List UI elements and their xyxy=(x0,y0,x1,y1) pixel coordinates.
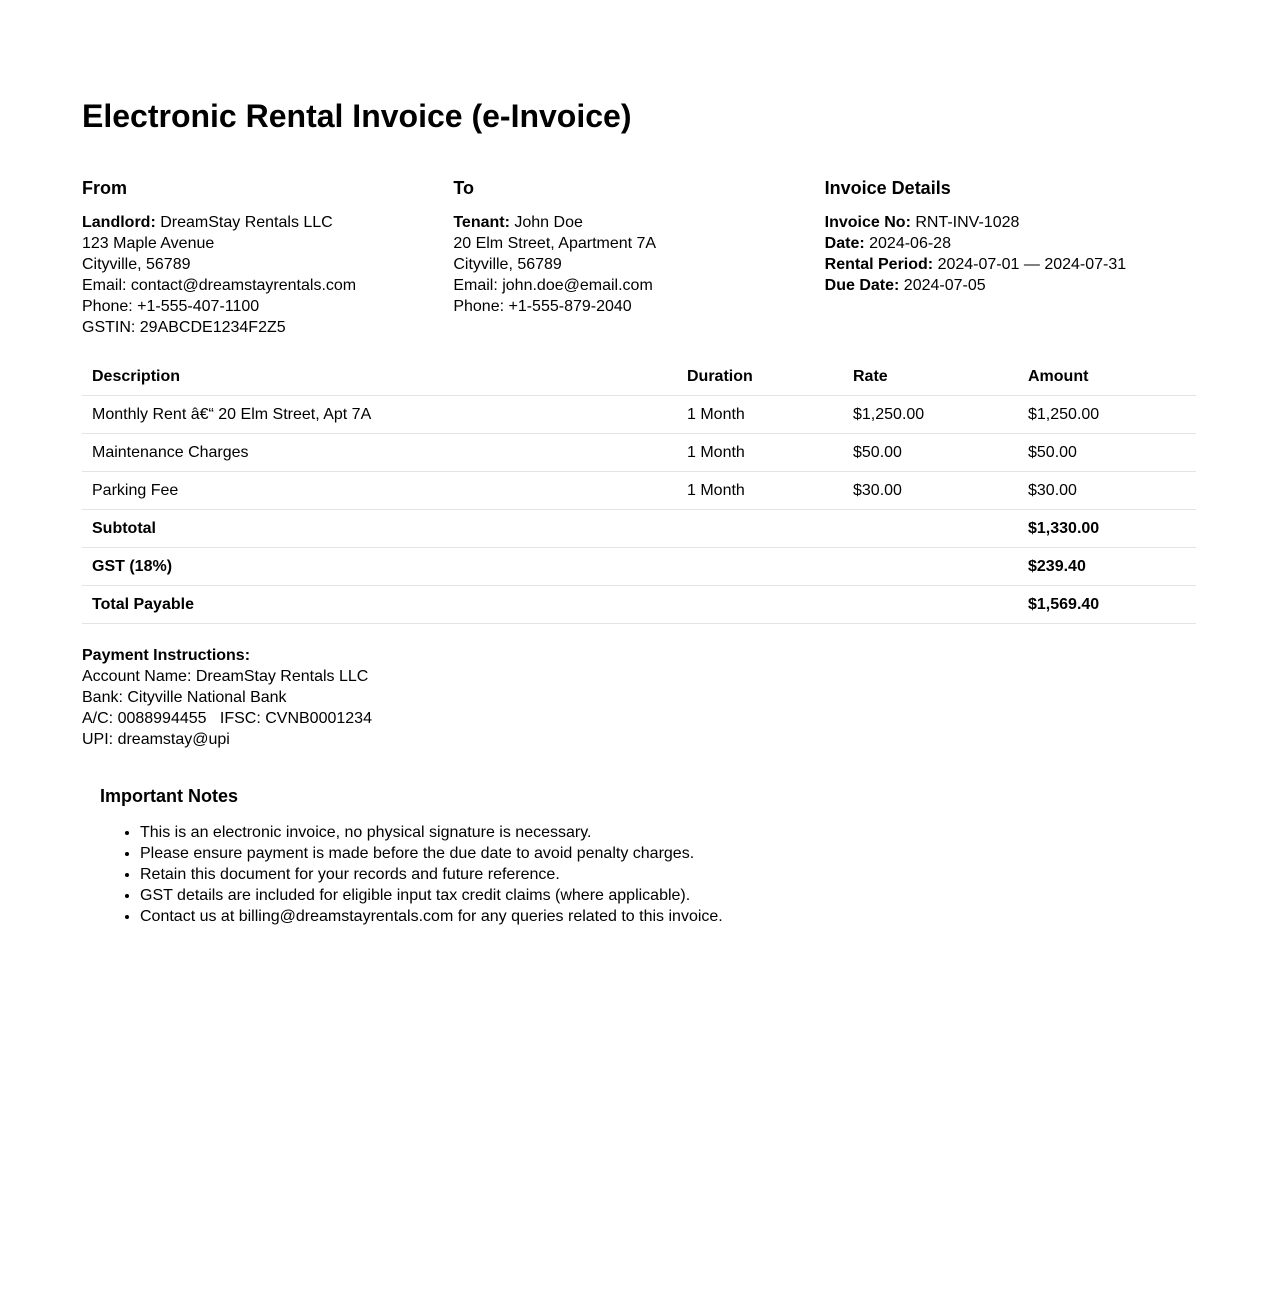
table-row xyxy=(82,396,1196,434)
header-duration: Duration xyxy=(677,359,843,396)
row-description: Monthly Rent â€“ 20 Elm Street, Apt 7A xyxy=(82,396,677,434)
row-duration: 1 Month xyxy=(677,434,843,472)
to-phone: Phone: +1-555-879-2040 xyxy=(453,298,632,315)
subtotal-row xyxy=(82,510,1196,548)
party-columns xyxy=(82,176,1196,338)
to-heading: To xyxy=(453,178,474,198)
to-address1: 20 Elm Street, Apartment 7A xyxy=(453,235,657,252)
to-email: Email: john.doe@email.com xyxy=(453,277,653,294)
payment-bank: Bank: Cityville National Bank xyxy=(82,689,287,706)
invoice-no-line xyxy=(825,212,1196,233)
details-heading: Invoice Details xyxy=(824,178,951,198)
from-address1: 123 Maple Avenue xyxy=(82,235,215,252)
row-rate: $50.00 xyxy=(843,434,1018,472)
period-label: Rental Period: xyxy=(824,256,934,273)
total-row xyxy=(82,586,1196,624)
payment-account-name: Account Name: DreamStay Rentals LLC xyxy=(82,668,369,685)
total-label: Total Payable xyxy=(82,586,677,624)
payment-account-line: A/C: 0088994455 IFSC: CVNB0001234 xyxy=(82,710,372,727)
payment-upi: UPI: dreamstay@upi xyxy=(82,731,230,748)
payment-instructions xyxy=(82,645,1196,750)
due-label: Due Date: xyxy=(824,277,900,294)
invoice-no-value: RNT-INV-1028 xyxy=(915,214,1020,231)
to-address2: Cityville, 56789 xyxy=(453,256,562,273)
to-section xyxy=(453,176,824,338)
invoice-no-label: Invoice No: xyxy=(824,214,911,231)
notes-list xyxy=(100,822,1196,927)
tenant-name: John Doe xyxy=(514,214,583,231)
row-rate: $30.00 xyxy=(843,472,1018,510)
gst-row xyxy=(82,548,1196,586)
total-value: $1,569.40 xyxy=(1018,586,1196,624)
date-line xyxy=(825,233,1196,254)
list-item: • This is an electronic invoice, no physical signature is necessary. xyxy=(140,822,1196,843)
tenant-line xyxy=(453,212,824,233)
notes-heading: Important Notes xyxy=(100,786,239,806)
from-phone: Phone: +1-555-407-1100 xyxy=(82,298,260,315)
header-rate: Rate xyxy=(843,359,1018,396)
date-label: Date: xyxy=(824,235,865,252)
row-duration: 1 Month xyxy=(677,396,843,434)
table-row xyxy=(82,434,1196,472)
gst-value: $239.40 xyxy=(1018,548,1196,586)
from-heading: From xyxy=(82,178,127,198)
landlord-line xyxy=(82,212,453,233)
subtotal-value: $1,330.00 xyxy=(1018,510,1196,548)
list-item: • Retain this document for your records and future reference. xyxy=(140,864,1196,885)
row-amount: $1,250.00 xyxy=(1018,396,1196,434)
table-row xyxy=(82,472,1196,510)
from-gstin: GSTIN: 29ABCDE1234F2Z5 xyxy=(82,319,286,336)
row-description: Maintenance Charges xyxy=(82,434,677,472)
landlord-label: Landlord: xyxy=(82,214,156,231)
charges-table xyxy=(82,359,1196,624)
row-amount: $30.00 xyxy=(1018,472,1196,510)
period-line xyxy=(825,254,1196,275)
due-line xyxy=(825,275,1196,296)
gst-label: GST (18%) xyxy=(82,548,677,586)
row-amount: $50.00 xyxy=(1018,434,1196,472)
from-address2: Cityville, 56789 xyxy=(82,256,191,273)
row-rate: $1,250.00 xyxy=(843,396,1018,434)
list-item: • Contact us at billing@dreamstayrentals.com for any queries related to this invoice. xyxy=(140,906,1196,927)
row-description: Parking Fee xyxy=(82,472,677,510)
payment-heading: Payment Instructions: xyxy=(82,647,251,664)
list-item: • GST details are included for eligible input tax credit claims (where applicable). xyxy=(140,885,1196,906)
date-value: 2024-06-28 xyxy=(869,235,951,252)
from-section xyxy=(82,176,453,338)
list-item: • Please ensure payment is made before the due date to avoid penalty charges. xyxy=(140,843,1196,864)
details-section xyxy=(825,176,1196,338)
page-title: Electronic Rental Invoice (e-Invoice) xyxy=(82,98,632,134)
due-value: 2024-07-05 xyxy=(903,277,986,294)
tenant-label: Tenant: xyxy=(453,214,510,231)
from-email: Email: contact@dreamstayrentals.com xyxy=(82,277,357,294)
landlord-name: DreamStay Rentals LLC xyxy=(160,214,333,231)
table-header-row xyxy=(82,359,1196,396)
period-value: 2024-07-01 — 2024-07-31 xyxy=(937,256,1127,273)
header-amount: Amount xyxy=(1018,359,1196,396)
header-description: Description xyxy=(82,359,677,396)
important-notes xyxy=(82,784,1196,927)
subtotal-label: Subtotal xyxy=(82,510,677,548)
row-duration: 1 Month xyxy=(677,472,843,510)
